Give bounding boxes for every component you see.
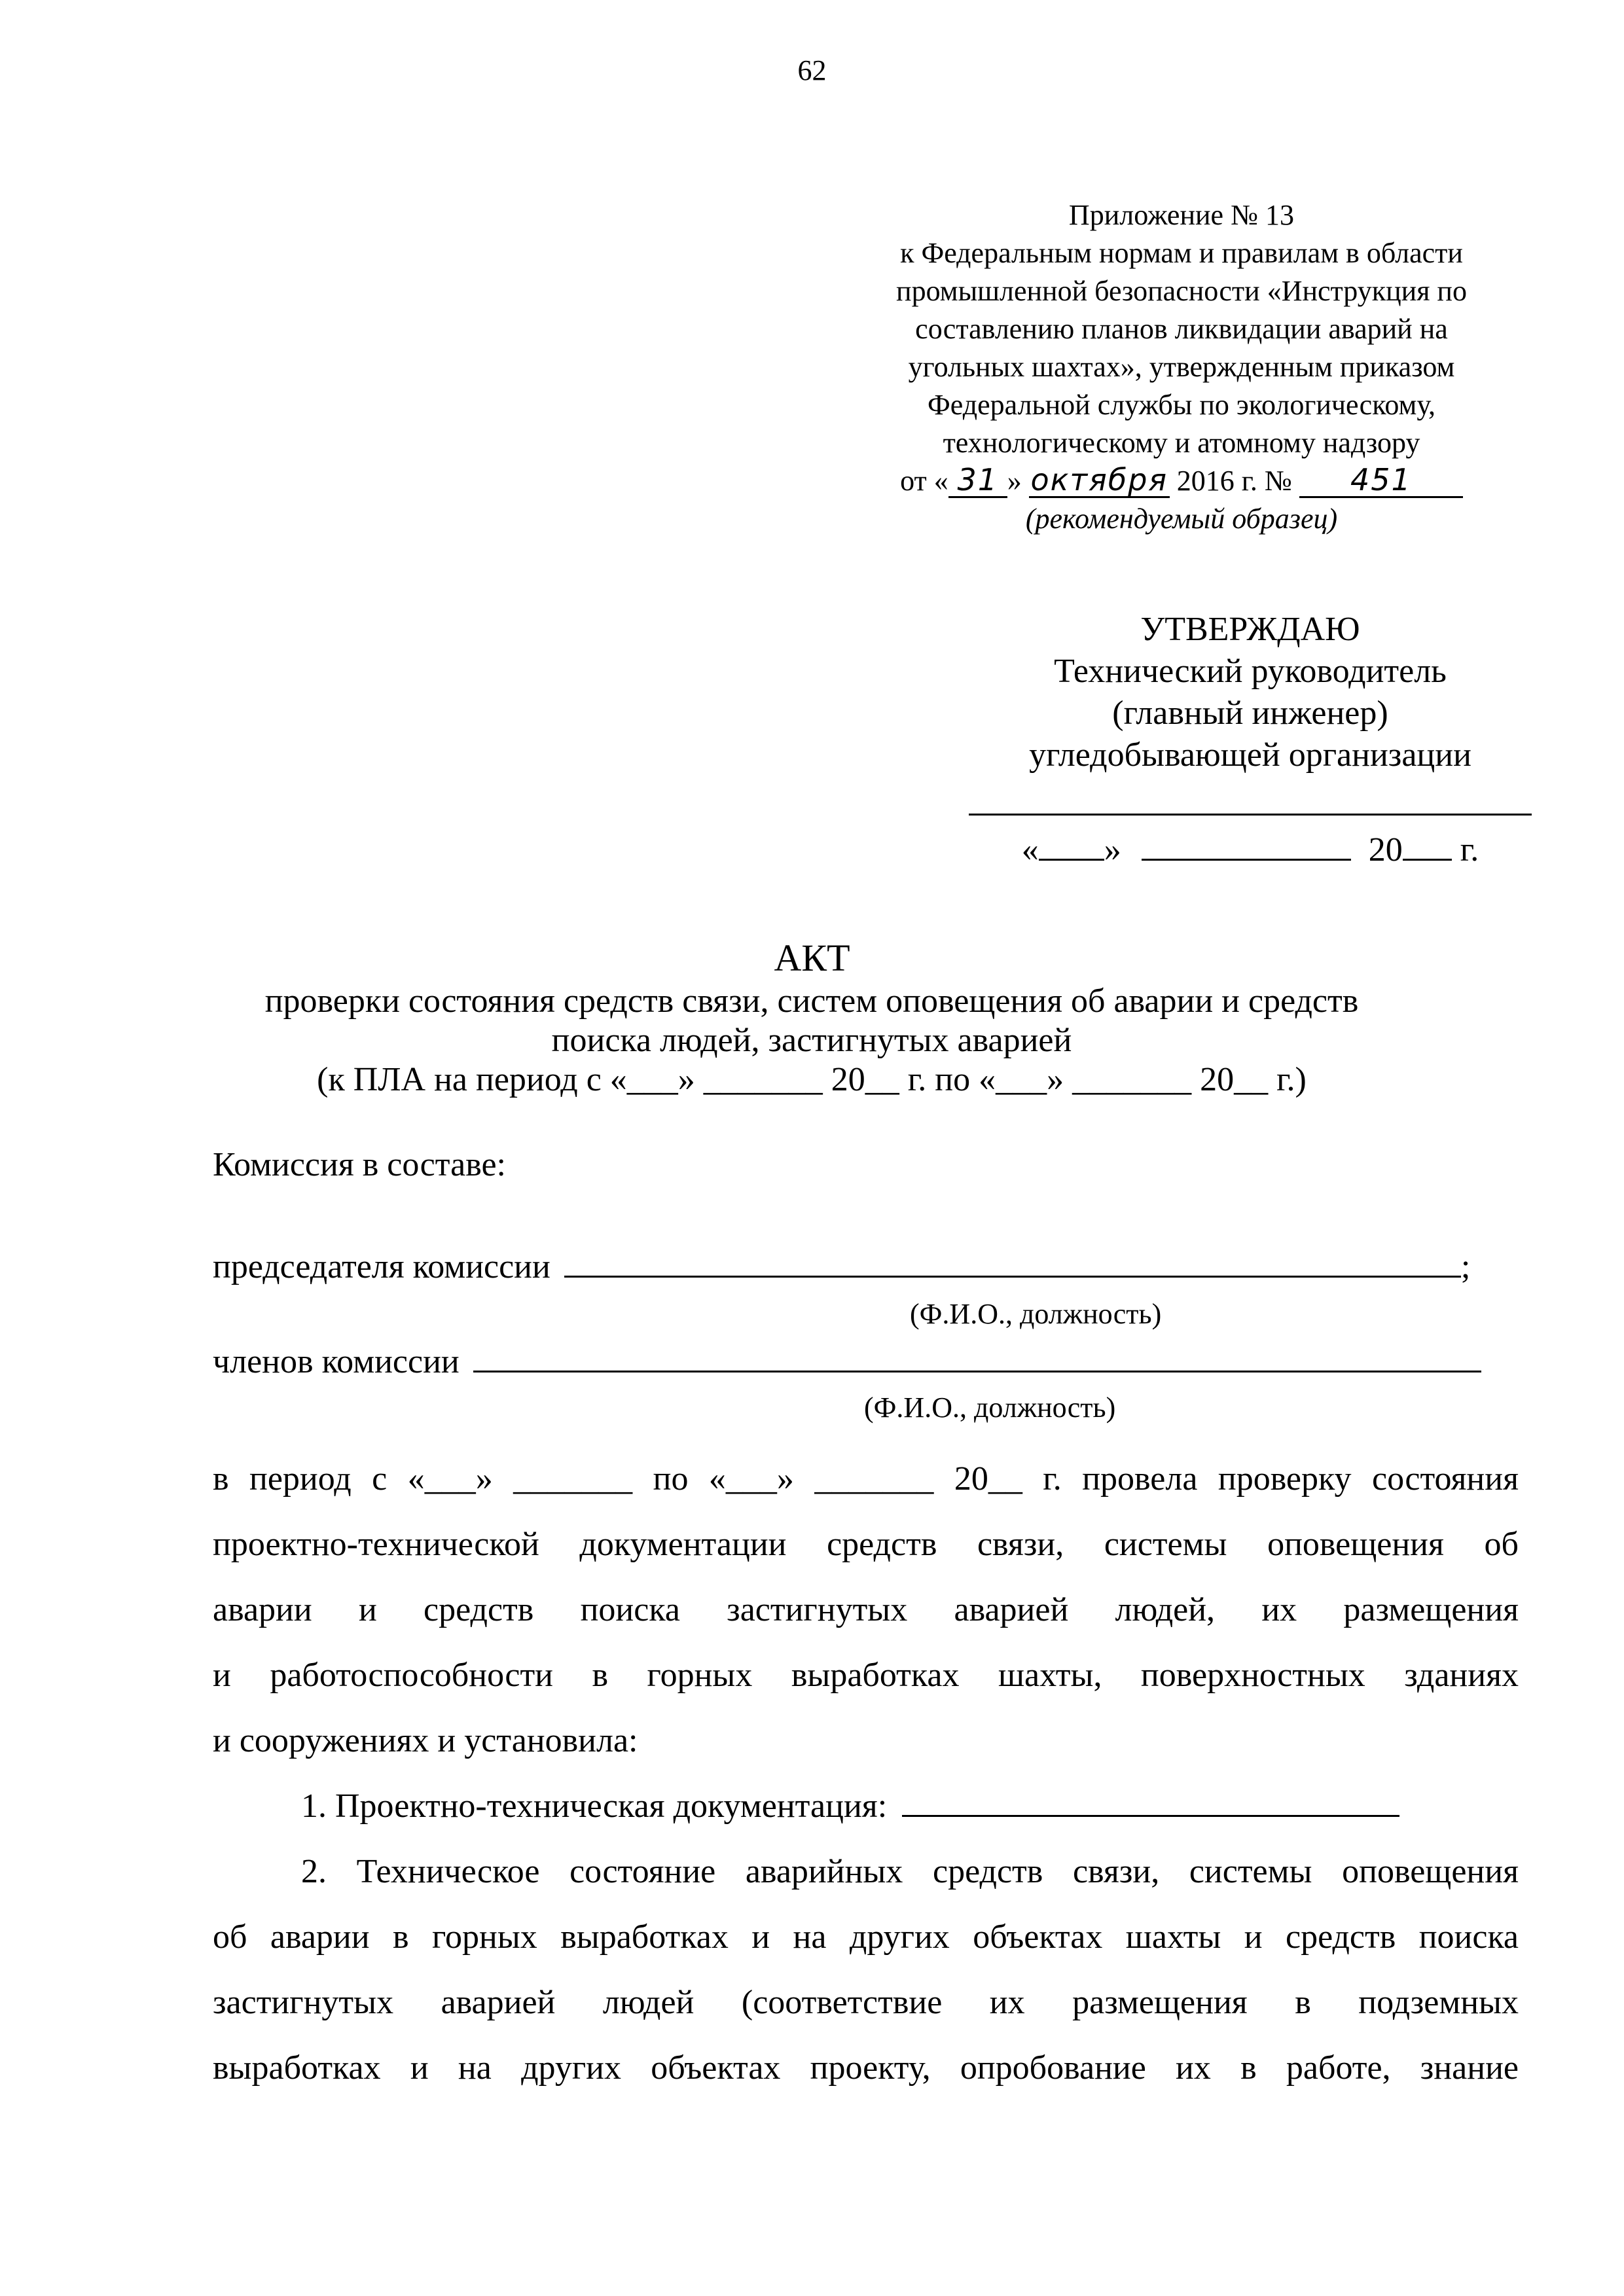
date-open-quote: «	[1021, 831, 1039, 869]
act-subtitle-line: проверки состояния средств связи, систем оповещения об аварии и средств	[264, 982, 1359, 1020]
month-blank	[1142, 830, 1351, 861]
approval-line: угледобывающей организации	[1029, 736, 1471, 774]
act-subtitle	[196, 982, 1427, 1100]
appendix-line: составлению планов ликвидации аварий на	[915, 313, 1448, 345]
appendix-note: (рекомендуемый образец)	[1025, 503, 1338, 535]
appendix-date-line	[805, 462, 1558, 500]
members-blank	[473, 1342, 1481, 1372]
chair-label: председателя комиссии	[213, 1248, 550, 1285]
appendix-line: угольных шахтах», утвержденным приказом	[908, 351, 1455, 383]
handwritten-day: 31	[948, 463, 1007, 498]
item-1-label: 1. Проектно-техническая документация:	[301, 1787, 888, 1825]
appendix-header	[805, 196, 1558, 538]
item-1-blank	[902, 1786, 1399, 1817]
appendix-line: Приложение № 13	[1068, 199, 1295, 231]
date-close-quote: »	[1104, 831, 1121, 869]
body-line: и сооружениях и установила:	[213, 1722, 638, 1759]
year-suffix: г.	[1460, 831, 1479, 869]
appendix-line: технологическому и атомному надзору	[943, 427, 1420, 459]
commission-label: Комиссия в составе:	[213, 1146, 506, 1183]
appendix-line: к Федеральным нормам и правилам в области	[900, 237, 1463, 269]
chair-end: ;	[1460, 1248, 1471, 1285]
body-line: и работоспособности в горных выработках шахты, поверхностных зданиях	[213, 1657, 1519, 1694]
body-line: проектно-технической документации средств связи, системы оповещения об	[213, 1526, 1519, 1563]
appendix-line: промышленной безопасности «Инструкция по	[896, 275, 1467, 307]
appendix-line: Федеральной службы по экологическому,	[928, 389, 1435, 421]
approval-line: Технический руководитель	[1054, 653, 1447, 690]
item-2-line: выработках и на других объектах проекту, опробование их в работе, знание	[213, 2049, 1519, 2087]
page-number: 62	[797, 54, 827, 86]
date-mid: »	[1007, 465, 1022, 497]
approval-block	[969, 609, 1532, 776]
members-row	[213, 1342, 1481, 1381]
year-label: 20	[1368, 831, 1403, 869]
chair-caption: (Ф.И.О., должность)	[910, 1298, 1162, 1330]
act-title: АКТ	[774, 937, 850, 979]
approval-line: (главный инженер)	[1112, 694, 1388, 732]
body-line: аварии и средств поиска застигнутых аварией людей, их размещения	[213, 1591, 1519, 1628]
handwritten-month: октября	[1029, 463, 1170, 498]
day-blank	[1039, 830, 1104, 861]
approval-date	[969, 830, 1532, 869]
chair-row	[213, 1247, 1470, 1286]
item-2-line: застигнутых аварией людей (соответствие их размещения в подземных	[213, 1984, 1519, 2021]
act-period-line: (к ПЛА на период с «___» _______ 20__ г. по «___» _______ 20__ г.)	[317, 1061, 1307, 1098]
item-1	[213, 1774, 1519, 1839]
members-caption: (Ф.И.О., должность)	[864, 1391, 1116, 1424]
item-2-line: об аварии в горных выработках и на других объектах шахты и средств поиска	[213, 1918, 1519, 1956]
date-prefix: от «	[900, 465, 948, 497]
item-2-line: 2. Техническое состояние аварийных средств связи, системы оповещения	[301, 1853, 1519, 1890]
act-subtitle-line: поиска людей, застигнутых аварией	[551, 1022, 1072, 1059]
year-blank	[1403, 830, 1452, 861]
body-line: в период с «___» _______ по «___» _______ 20__ г. провела проверку состояния	[213, 1460, 1519, 1498]
approval-line: УТВЕРЖДАЮ	[1140, 611, 1360, 648]
date-year: 2016 г. №	[1176, 465, 1292, 497]
handwritten-order-number: 451	[1299, 463, 1463, 498]
signature-line	[969, 814, 1532, 816]
chair-blank	[564, 1247, 1461, 1278]
members-label: членов комиссии	[213, 1343, 460, 1380]
